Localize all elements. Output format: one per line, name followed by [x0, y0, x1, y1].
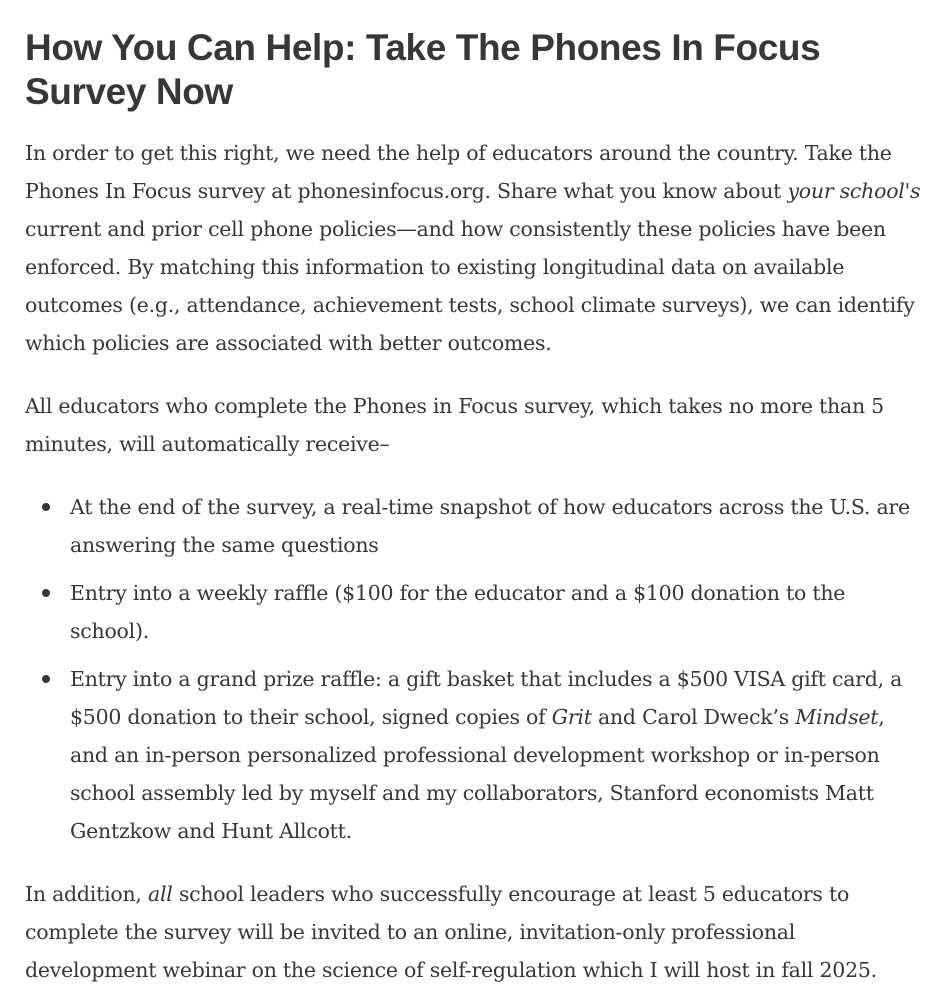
intro-emphasis: your school's [787, 179, 921, 203]
closing-paragraph [25, 875, 928, 989]
bullet-icon [42, 675, 50, 683]
book-title-mindset: Mindset [795, 705, 879, 729]
list-item-text: Entry into a weekly raffle ($100 for the educator and a $100 donation to the school). [70, 581, 846, 643]
list-item-text-1: Entry into a grand prize raffle: a gift basket that includes a $500 VISA gift card, a $500 donation to their school, signed copies of [70, 667, 903, 729]
bullet-icon [42, 589, 50, 597]
intro-text-2: current and prior cell phone policies—and how consistently these policies have been enforced. By matching this information to existing longitudinal data on available outcomes (e.g., attendance, achievement tests, school climate surveys), we can identify which policies are associated with better outcomes. [25, 217, 915, 355]
closing-text-1: In addition, [25, 882, 148, 906]
book-title-grit: Grit [551, 705, 592, 729]
list-item-text-3: , and an in-person personalized professional development workshop or in-person school assembly led by myself and my collaborators, Stanford economists Matt Gentzkow and Hunt Allcott. [70, 705, 885, 843]
closing-text-2: school leaders who successfully encourage at least 5 educators to complete the survey will be invited to an online, invitation-only professional development webinar on the science of self-regulation which I will host in fall 2025. [25, 882, 877, 982]
list-item-text: At the end of the survey, a real-time snapshot of how educators across the U.S. are answering the same questions [70, 495, 910, 557]
bullet-icon [42, 503, 50, 511]
benefits-intro-paragraph: All educators who complete the Phones in Focus survey, which takes no more than 5 minutes, will automatically receive– [25, 394, 884, 456]
benefits-list [25, 488, 928, 850]
intro-paragraph [25, 134, 928, 362]
closing-emphasis: all [147, 882, 173, 906]
list-item [25, 488, 928, 564]
list-item-text-2: and Carol Dweck’s [591, 705, 796, 729]
list-item [25, 574, 928, 650]
list-item [25, 660, 928, 850]
intro-text-1: In order to get this right, we need the help of educators around the country. Take the Phones In Focus survey at phonesinfocus.org. Share what you know about [25, 141, 892, 203]
section-heading: How You Can Help: Take The Phones In Focus Survey Now [25, 27, 821, 112]
